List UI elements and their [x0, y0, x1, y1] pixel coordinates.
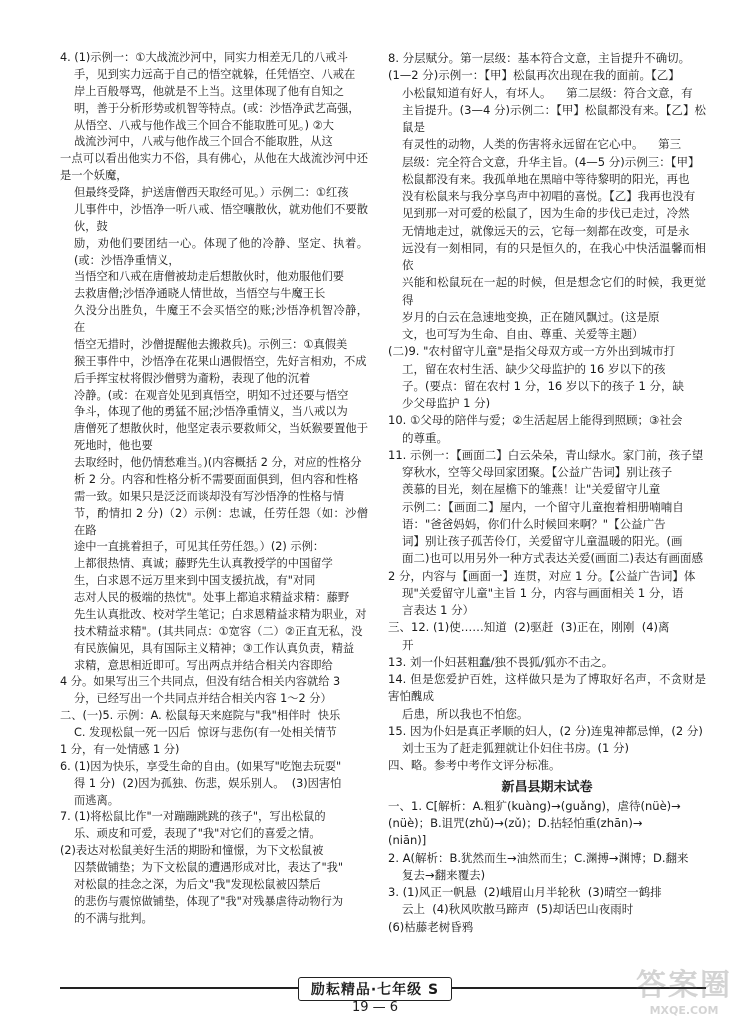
- answer-line: 14. 但是您爱护百姓，这样做只是为了博取好名声，不贪财是害怕醜成: [388, 672, 706, 704]
- right-answers: [388, 50, 706, 775]
- answer-line: 后手挥宝杖将假沙僧劈为齑粉，表现了他的沉着: [74, 371, 311, 385]
- answer-line: 三、12. (1)使……知道 (2)驱赶 (3)正在，刚刚 (4)离: [388, 620, 670, 635]
- answer-line: 岸上百般辱骂，他就是不上当。这里体现了他有自知之: [74, 84, 345, 98]
- page-number: 19 — 6: [351, 1000, 399, 1015]
- answer-line: 词】别让孩子孤苦伶仃，关爱留守儿童温暖的阳光。(画: [402, 534, 683, 548]
- answer-line: 需一致。如果只是泛泛而谈却没有写沙悟净的性格与情: [74, 489, 345, 503]
- exam-heading: 新昌县期末试卷: [501, 779, 593, 795]
- answer-line: (二)9. "农村留守儿童"是指父母双方或一方外出到城市打: [388, 344, 676, 359]
- answer-line: 上都很热情、真诚；藤野先生认真教授学的中国留学: [74, 557, 333, 571]
- answer-line: 战流沙河中，八戒与他作战三个回合不能取胜，从这: [74, 135, 333, 149]
- answer-line: 6. (1)因为快乐，享受生命的自由。(如果写"吃饱去玩耍": [60, 759, 342, 773]
- answer-line: 去取经时，他仍情愁难当。)(内容概括 2 分，对应的性格分: [74, 456, 362, 469]
- answer-line: 去救唐僧;沙悟净通晓人情世故，当悟空与牛魔王长: [74, 287, 326, 301]
- answer-line: 求精，意思相近即可。写出两点并结合相关内容即给: [74, 658, 333, 672]
- answer-line: 从悟空、八戒与他作战三个回合不能取胜可见。) ②大: [74, 118, 334, 132]
- answer-line: 争斗，体现了他的勇猛不屈;沙悟净重情义，当八戒以为: [74, 405, 348, 419]
- answer-line: 二、(一)5. 示例：A. 松鼠每天来庭院与"我"相伴时 快乐: [60, 709, 341, 723]
- answer-line: 示例二：【画面二】屋内，一个留守儿童抱着相册喃喃自: [402, 499, 684, 514]
- answer-line: 羡慕的目光，刻在屋檐下的雏燕！让"关爱留守儿童: [402, 482, 661, 497]
- answer-line: 的尊重。: [402, 430, 448, 445]
- site-watermark: [636, 960, 732, 1017]
- answer-line: 15. 因为仆妇是真正孝顺的妇人，(2 分)连鬼神都忌惮，(2 分): [388, 723, 703, 738]
- answer-line: 的悲伤与震惊做铺垫，体现了"我"对残暴虐待动物行为: [74, 894, 344, 908]
- answer-line: 层级：完全符合文意，升华主旨。(4—5 分)示例三：【甲】: [402, 154, 700, 169]
- answer-line: 当悟空和八戒在唐僧被劫走后想散伙时，他劝服他们要: [74, 270, 345, 284]
- answer-line: 冷静。(或：在观音处见到真悟空，明知不过还要与悟空: [74, 388, 349, 402]
- answer-line: 面二)也可以用另外一种方式表达关爱(画面二)表达有画面感: [402, 551, 703, 566]
- answer-line: 手，见到实力远高于自己的悟空就躲，任凭悟空、八戒在: [74, 67, 356, 81]
- answer-line: 猴王事件中，沙悟净在花果山遇假悟空，先好言相劝，不成: [74, 354, 367, 368]
- watermark-url: MXQE.COM: [649, 1004, 719, 1017]
- answer-line: 而逃离。: [74, 793, 120, 807]
- footer-rule-left: [60, 987, 298, 989]
- answer-line: 工，留在农村生活、缺少父母监护的 16 岁以下的孩: [402, 361, 666, 376]
- answer-line: 刘士玉为了赶走狐狸就让仆妇住书房。(1 分): [402, 741, 629, 755]
- answer-line: 见到那一对可爱的松鼠了，因为生命的步伐已走过，冷然: [402, 206, 690, 221]
- left-column: [60, 50, 368, 928]
- answer-line: 现"关爱留守儿童"主旨 1 分，内容与画面相关 1 分，语: [402, 585, 684, 600]
- answer-line: 生，白求恩不远万里来到中国支援抗战，有"对同: [74, 574, 316, 588]
- answer-line: 节，酌情扣 2 分)（2）示例：忠诚，任劳任怨（如：沙僧在路: [74, 506, 368, 537]
- answer-line: 7. (1)将松鼠比作"一对蹦蹦跳跳的孩子"，写出松鼠的: [60, 810, 326, 824]
- answer-line: 4 分。如果写出三个共同点，但没有结合相关内容就给 3: [60, 675, 341, 689]
- answer-line: 悟空无措时，沙僧提醒他去搬救兵)。示例三：①真假美: [74, 337, 348, 351]
- answer-line: 得 1 分) (2)因为孤独、伤悲，娱乐别人。 (3)因害怕: [74, 776, 342, 790]
- answer-line: 但最终受降，护送唐僧西天取经可见。）示例二：①红孩: [74, 186, 349, 199]
- answer-line: 远没有一刻相同，有的只是恒久的，在我心中快活温馨而相依: [402, 240, 706, 272]
- answer-line: 言表达 1 分）: [402, 603, 475, 617]
- answer-line: 复去→翻来覆去): [402, 867, 486, 882]
- answer-line: 开: [402, 637, 414, 652]
- answer-line: (2)表达对松鼠美好生活的期盼和憧憬，为下文松鼠被: [60, 844, 324, 858]
- answer-line: 明，善于分析形势或机智等特点。(或：沙悟净武艺高强，: [74, 101, 360, 115]
- answer-line: 久没分出胜负，牛魔王不会买悟空的账;沙悟净机智冷静，在: [74, 304, 368, 334]
- answer-line: (niān)]: [388, 833, 427, 848]
- answer-line: 志对人民的极端的热忱"。处事上都追求精益求精：藤野: [74, 591, 350, 604]
- answer-line: 岁月的白云在急速地变换，正在随风飘过。(这是原: [402, 309, 660, 324]
- answer-line: 主旨提升。(3—4 分)示例二：【甲】松鼠都没有来。【乙】松鼠是: [402, 102, 706, 134]
- answer-line: 兴能和松鼠玩在一起的时候，但是想念它们的时候，我更觉得: [402, 275, 706, 307]
- answer-line: 励，劝他们要团结一心。体现了他的冷静、坚定、执着。(或：沙悟净重情义，: [74, 236, 368, 267]
- answer-line: 4. (1)示例一：①大战流沙河中，同实力相差无几的八戒斗: [60, 51, 348, 64]
- answer-line: 囚禁做铺垫；为下文松鼠的遭遇形成对比，表达了"我": [74, 861, 344, 874]
- answer-line: 有民族偏见，具有国际主义精神；③工作认真负责，精益: [74, 641, 355, 655]
- exam-answers: [388, 798, 706, 936]
- answer-line: (1—2 分)示例一：【甲】松鼠再次出现在我的面前。【乙】: [388, 68, 680, 83]
- right-column: [388, 50, 706, 936]
- answer-line: 四、略。参考中考作文评分标准。: [388, 758, 561, 773]
- answer-line: 子。(要点：留在农村 1 分，16 岁以下的孩子 1 分，缺: [402, 378, 685, 393]
- answer-line: 的不满与批判。: [74, 911, 153, 925]
- answer-line: (6)枯藤老树昏鸦: [388, 919, 474, 934]
- answer-line: 有灵性的动物，人类的伤害将永远留在它心中。 第三: [402, 137, 682, 152]
- answer-line: 小松鼠知道有好人，有坏人。 第二层级：符合文意，有: [402, 85, 693, 100]
- answer-line: 途中一直挑着担子，可见其任劳任怨。）(2) 示例：: [74, 540, 325, 554]
- footer-brand: 励耘精品·七年级 S: [298, 977, 452, 1001]
- answer-line: 析 2 分。内容和性格分析不需要面面俱到，但内容和性格: [74, 472, 359, 486]
- answer-line: 3. (1)风正一帆悬 (2)峨眉山月半轮秋 (3)晴空一鹤排: [388, 885, 662, 899]
- answer-line: 一、1. C[解析：A.粗犷(kuàng)→(guǎng)，虐待(nüè)→: [388, 798, 681, 813]
- answer-line: 10. ①父母的陪伴与爱；②生活起居上能得到照顾；③社会: [388, 413, 683, 428]
- answer-line: 松鼠都没有来。我孤单地在黑暗中等待黎明的阳光，再也: [402, 171, 690, 186]
- answer-line: 语："爸爸妈妈，你们什么时候回来啊？"【公益广告: [402, 516, 666, 531]
- answer-line: 11. 示例一：【画面二】白云朵朵，青山绿水。家门前，孩子望: [388, 447, 704, 462]
- answer-line: 穿秋水，空等父母回家团聚。【公益广告词】别让孩子: [402, 465, 673, 479]
- answer-line: 无情地走过，就像远天的云，它每一刻都在改变，可是永: [402, 223, 690, 238]
- answer-line: 分，已经写出一个共同点并结合相关内容 1～2 分）: [74, 692, 332, 706]
- answer-line: 一点可以看出他实力不俗，具有佛心，从他在大战流沙河中还是一个妖魔，: [60, 152, 368, 183]
- answer-line: 8. 分层赋分。第一层级：基本符合文意，主旨提升不确切。: [388, 51, 691, 65]
- answer-line: 后患，所以我也不怕您。: [402, 706, 529, 721]
- answer-line: 儿事件中，沙悟净一听八戒、悟空嚷散伙，就劝他们不要散伙，鼓: [74, 202, 368, 233]
- answer-line: 技术精益求精"。(其共同点：①宽容（二）②正直无私，没: [74, 624, 363, 638]
- answer-line: 13. 刘一仆妇甚粗蠢/独不畏狐/狐亦不击之。: [388, 654, 614, 669]
- answer-line: 乐、顽皮和可爱，表现了"我"对它们的喜爱之情。: [74, 827, 321, 841]
- answer-line: 文，也可写为生命、自由、尊重、关爱等主题）: [402, 327, 644, 341]
- answer-line: 2. A(解析：B.犹然而生→油然而生；C.渊搏→渊博；D.翻来: [388, 850, 689, 865]
- answer-line: C. 发现松鼠一死一囚后 惊讶与悲伤(有一处相关情节: [74, 726, 337, 739]
- answer-line: 对松鼠的挂念之深，为后文"我"发现松鼠被囚禁后: [74, 877, 321, 891]
- answer-line: 少父母监护 1 分): [402, 396, 491, 410]
- answer-line: (nüè)；B.诅咒(zhǔ)→(zǔ)；D.拈轻怕重(zhān)→: [388, 816, 643, 830]
- answer-line: 唐僧死了想散伙时，他坚定表示要救师父，当妖猴要置他于死地时，他也要: [74, 422, 368, 453]
- answer-line: 云上 (4)秋风吹散马蹄声 (5)却话巴山夜雨时: [402, 902, 634, 917]
- answer-line: 先生认真批改、校对学生笔记；白求恩精益求精为职业，对: [74, 607, 367, 621]
- answer-line: 2 分，内容与【画面一】连贯，对应 1 分。【公益广告词】体: [388, 568, 696, 583]
- answer-line: 没有松鼠来与我分享鸟声中初唱的喜悦。【乙】我再也没有: [402, 189, 696, 203]
- answer-line: 1 分，有一处情感 1 分): [60, 742, 180, 756]
- watermark-logo: 答案圈: [636, 968, 732, 1003]
